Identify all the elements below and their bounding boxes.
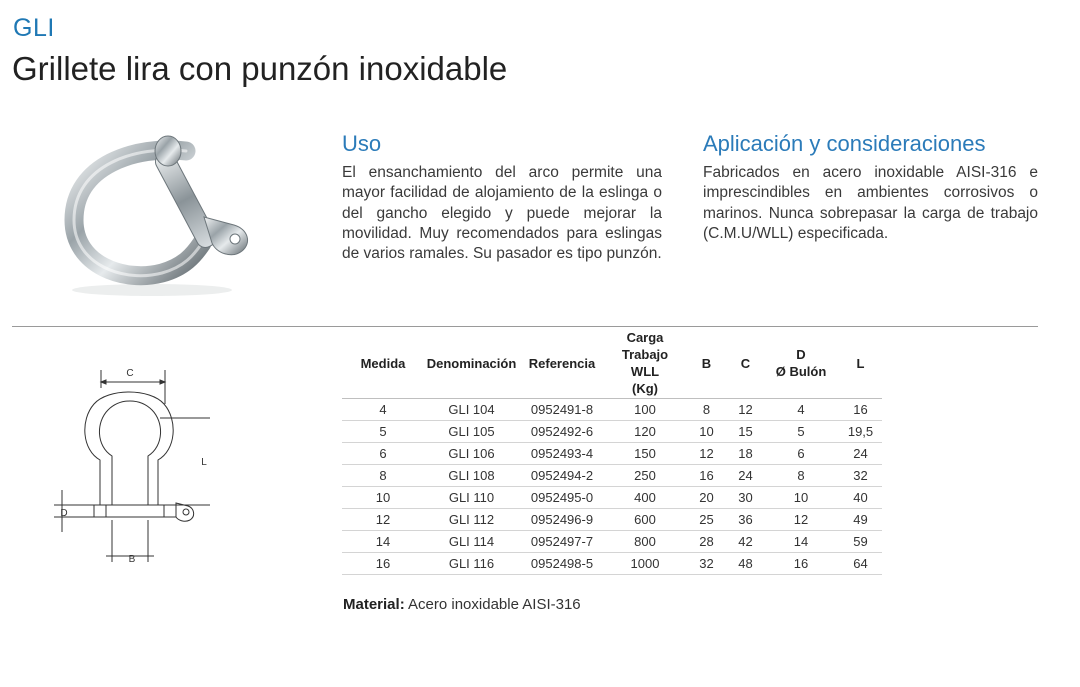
shackle-photo: [44, 125, 260, 300]
cell-c: 48: [728, 553, 763, 575]
cell-denominacion: GLI 114: [424, 531, 519, 553]
cell-d: 12: [763, 509, 839, 531]
cell-l: 40: [839, 487, 882, 509]
col-denominacion: Denominación: [426, 355, 517, 371]
col-d: [763, 328, 839, 399]
cell-carga: 800: [605, 531, 685, 553]
cell-c: 24: [728, 465, 763, 487]
cell-b: 25: [685, 509, 728, 531]
cell-d: 8: [763, 465, 839, 487]
cell-medida: 10: [342, 487, 424, 509]
cell-medida: 8: [342, 465, 424, 487]
dimension-label-d: D: [60, 508, 68, 519]
cell-referencia: 0952494-2: [519, 465, 605, 487]
cell-denominacion: GLI 116: [424, 553, 519, 575]
cell-d: 14: [763, 531, 839, 553]
col-d-line1: D: [796, 347, 806, 362]
table-row: [342, 465, 882, 487]
cell-medida: 5: [342, 421, 424, 443]
cell-referencia: 0952493-4: [519, 443, 605, 465]
cell-referencia: 0952497-7: [519, 531, 605, 553]
cell-referencia: 0952491-8: [519, 399, 605, 421]
cell-carga: 150: [605, 443, 685, 465]
cell-denominacion: GLI 106: [424, 443, 519, 465]
cell-b: 8: [685, 399, 728, 421]
cell-medida: 4: [342, 399, 424, 421]
col-l: L: [856, 355, 865, 371]
cell-l: 24: [839, 443, 882, 465]
cell-c: 18: [728, 443, 763, 465]
table-row: [342, 509, 882, 531]
col-c: C: [740, 355, 751, 371]
section-divider: [12, 326, 1038, 327]
table-row: [342, 553, 882, 575]
cell-b: 16: [685, 465, 728, 487]
cell-b: 12: [685, 443, 728, 465]
cell-denominacion: GLI 110: [424, 487, 519, 509]
cell-l: 16: [839, 399, 882, 421]
cell-medida: 6: [342, 443, 424, 465]
material-label: Material:: [343, 596, 405, 613]
col-carga-line1: Carga: [626, 330, 664, 345]
cell-l: 49: [839, 509, 882, 531]
cell-l: 59: [839, 531, 882, 553]
table-row: [342, 443, 882, 465]
cell-medida: 16: [342, 553, 424, 575]
cell-denominacion: GLI 105: [424, 421, 519, 443]
aplicacion-heading: Aplicación y consideraciones: [703, 131, 986, 156]
shackle-dimension-diagram: [50, 360, 210, 570]
cell-denominacion: GLI 108: [424, 465, 519, 487]
cell-c: 36: [728, 509, 763, 531]
cell-b: 10: [685, 421, 728, 443]
cell-c: 30: [728, 487, 763, 509]
specifications-table: [342, 328, 882, 575]
page-title: Grillete lira con punzón inoxidable: [12, 50, 508, 87]
cell-referencia: 0952492-6: [519, 421, 605, 443]
cell-carga: 600: [605, 509, 685, 531]
cell-d: 16: [763, 553, 839, 575]
cell-denominacion: GLI 112: [424, 509, 519, 531]
cell-c: 15: [728, 421, 763, 443]
product-code: GLI: [13, 14, 55, 42]
table-row: [342, 421, 882, 443]
cell-medida: 12: [342, 509, 424, 531]
uso-text: El ensanchamiento del arco permite una mayor facilidad de alojamiento de la eslinga o del gancho elegido y puede mejorar la movilidad. Muy recomendados para eslingas de varios ramales. Su pasador es tipo punzón.: [342, 164, 662, 263]
cell-d: 5: [763, 421, 839, 443]
material-value: Acero inoxidable AISI-316: [404, 596, 581, 613]
table-row: [342, 487, 882, 509]
table-row: [342, 531, 882, 553]
col-b: B: [701, 355, 712, 371]
uso-heading: Uso: [342, 131, 382, 156]
cell-l: 64: [839, 553, 882, 575]
col-medida: Medida: [360, 355, 406, 371]
cell-c: 42: [728, 531, 763, 553]
dimension-label-b: B: [128, 554, 136, 565]
table-header-row: [342, 328, 882, 399]
cell-d: 4: [763, 399, 839, 421]
material-note: [343, 596, 581, 613]
cell-d: 6: [763, 443, 839, 465]
cell-b: 20: [685, 487, 728, 509]
col-carga-line4: (Kg): [632, 381, 658, 396]
col-carga-line3: WLL: [630, 364, 660, 379]
col-carga-line2: Trabajo: [621, 347, 669, 362]
cell-l: 19,5: [839, 421, 882, 443]
cell-carga: 400: [605, 487, 685, 509]
cell-referencia: 0952496-9: [519, 509, 605, 531]
cell-medida: 14: [342, 531, 424, 553]
cell-referencia: 0952495-0: [519, 487, 605, 509]
cell-carga: 120: [605, 421, 685, 443]
dimension-label-l: L: [201, 457, 207, 468]
cell-l: 32: [839, 465, 882, 487]
cell-carga: 1000: [605, 553, 685, 575]
cell-carga: 250: [605, 465, 685, 487]
cell-carga: 100: [605, 399, 685, 421]
cell-d: 10: [763, 487, 839, 509]
col-carga: [605, 328, 685, 399]
cell-denominacion: GLI 104: [424, 399, 519, 421]
col-referencia: Referencia: [528, 355, 596, 371]
cell-referencia: 0952498-5: [519, 553, 605, 575]
table-row: [342, 399, 882, 421]
cell-b: 32: [685, 553, 728, 575]
cell-b: 28: [685, 531, 728, 553]
col-d-line2: Ø Bulón: [775, 364, 827, 379]
aplicacion-text: Fabricados en acero inoxidable AISI-316 e imprescindibles en ambientes corrosivos o marinos. Nunca sobrepasar la carga de trabajo (C.M.U/WLL) especificada.: [703, 164, 1038, 242]
cell-c: 12: [728, 399, 763, 421]
dimension-label-c: C: [126, 368, 134, 379]
